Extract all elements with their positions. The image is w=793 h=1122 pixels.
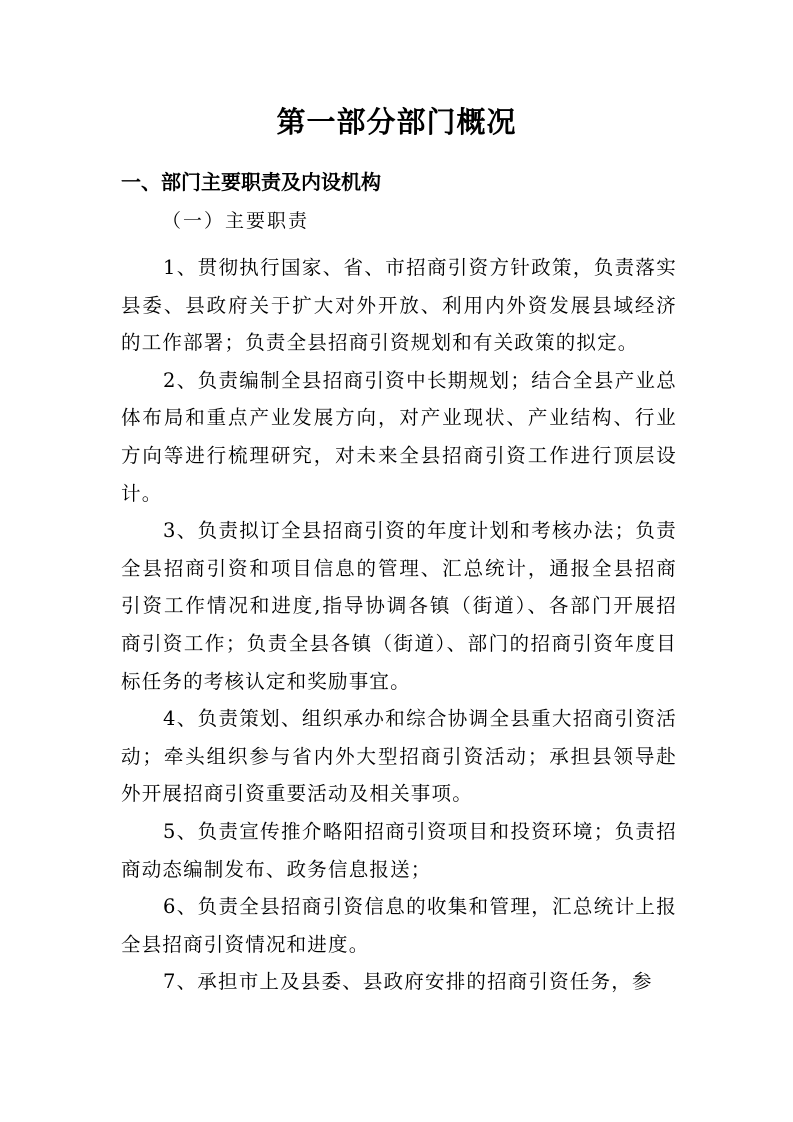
section-heading: 一、部门主要职责及内设机构 (121, 170, 381, 194)
sub-heading: （一）主要职责 (162, 210, 310, 232)
duties-list (121, 249, 677, 1001)
page-title: 第一部分部门概况 (276, 105, 517, 139)
duty-paragraph: 4、负责策划、组织承办和综合协调全县重大招商引资活动；牵头组织参与省内外大型招商引资活动；承担县领导赴外开展招商引资重要活动及相关事项。 (121, 707, 677, 806)
duty-paragraph: 3、负责拟订全县招商引资的年度计划和考核办法；负责全县招商引资和项目信息的管理、汇总统计，通报全县招商引资工作情况和进度,指导协调各镇（街道）、各部门开展招商引资工作；负责全县各镇（街道）、部门的招商引资年度目标任务的考核认定和奖励事宜。 (121, 519, 677, 693)
duty-paragraph: 1、贯彻执行国家、省、市招商引资方针政策，负责落实县委、县政府关于扩大对外开放、利用内外资发展县域经济的工作部署；负责全县招商引资规划和有关政策的拟定。 (121, 256, 677, 355)
duty-paragraph: 6、负责全县招商引资信息的收集和管理，汇总统计上报全县招商引资情况和进度。 (121, 895, 677, 956)
duty-paragraph: 2、负责编制全县招商引资中长期规划；结合全县产业总体布局和重点产业发展方向，对产业现状、产业结构、行业方向等进行梳理研究，对未来全县招商引资工作进行顶层设计。 (121, 368, 677, 505)
duty-paragraph: 7、承担市上及县委、县政府安排的招商引资任务，参 (163, 970, 653, 994)
duty-paragraph: 5、负责宣传推介略阳招商引资项目和投资环境；负责招商动态编制发布、政务信息报送； (121, 819, 677, 881)
